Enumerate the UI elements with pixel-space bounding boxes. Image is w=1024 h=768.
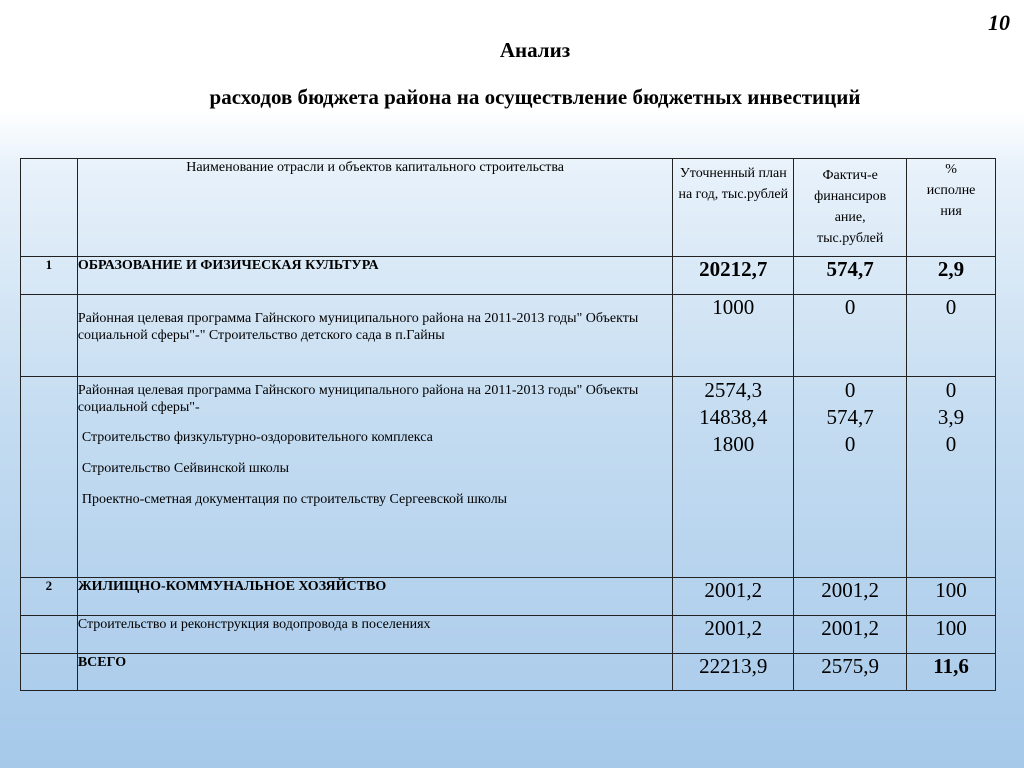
row-number — [21, 295, 78, 377]
row-fact-group — [794, 377, 907, 578]
row-name: ЖИЛИЩНО-КОММУНАЛЬНОЕ ХОЗЯЙСТВО — [77, 578, 673, 616]
row-fact: 2575,9 — [794, 654, 907, 691]
table-row — [21, 578, 996, 616]
sub-item-fact: 0 — [844, 432, 856, 456]
row-plan: 20212,7 — [673, 257, 794, 295]
table-row — [21, 616, 996, 654]
row-plan-group — [673, 377, 794, 578]
row-name: ВСЕГО — [77, 654, 673, 691]
page-title: Анализ — [499, 38, 571, 62]
sub-item-fact: 574,7 — [826, 405, 874, 429]
row-pct: 100 — [907, 578, 996, 616]
row-plan: 2001,2 — [673, 578, 794, 616]
header-pct-text: % исполне ния — [926, 162, 976, 219]
header-plan: Уточненный план на год, тыс.рублей — [673, 159, 794, 257]
sub-item-plan: 14838,4 — [699, 405, 768, 429]
sub-item-name: Строительство физкультурно-оздоровительного комплекса — [81, 430, 433, 445]
row-number — [21, 377, 78, 578]
budget-table — [20, 158, 996, 691]
row-pct: 0 — [907, 295, 996, 377]
sub-item-pct: 0 — [945, 378, 957, 402]
header-name: Наименование отрасли и объектов капитального строительства — [77, 159, 673, 257]
row-fact: 574,7 — [794, 257, 907, 295]
header-num-cell — [21, 159, 78, 257]
table-header-row — [21, 159, 996, 257]
page-subtitle: расходов бюджета района на осуществление бюджетных инвестиций — [209, 85, 861, 109]
sub-item-plan: 1800 — [712, 432, 755, 456]
row-pct: 100 — [907, 616, 996, 654]
row-name-group — [77, 377, 673, 578]
row-fact: 2001,2 — [794, 578, 907, 616]
row-plan: 2001,2 — [673, 616, 794, 654]
row-plan: 22213,9 — [673, 654, 794, 691]
row-number — [21, 654, 78, 691]
sub-item-plan: 2574,3 — [704, 378, 763, 402]
row-plan: 1000 — [673, 295, 794, 377]
page-number: 10 — [988, 10, 1010, 35]
row-number: 1 — [21, 257, 78, 295]
header-pct — [907, 159, 996, 257]
row-number — [21, 616, 78, 654]
row-pct-group — [907, 377, 996, 578]
header-fact-text: Фактич-е финансиров ание, тыс.рублей — [814, 168, 887, 246]
row-fact: 2001,2 — [794, 616, 907, 654]
header-fact — [794, 159, 907, 257]
row-pct: 2,9 — [907, 257, 996, 295]
sub-item-name: Проектно-сметная документация по строительству Сергеевской школы — [81, 492, 508, 507]
sub-item-fact: 0 — [844, 378, 856, 402]
row-name: ОБРАЗОВАНИЕ И ФИЗИЧЕСКАЯ КУЛЬТУРА — [77, 257, 673, 295]
row-pct: 11,6 — [907, 654, 996, 691]
row-number: 2 — [21, 578, 78, 616]
row-fact: 0 — [794, 295, 907, 377]
sub-item-pct: 0 — [945, 432, 957, 456]
table-row-total — [21, 654, 996, 691]
table-row — [21, 257, 996, 295]
table-row — [21, 377, 996, 578]
row-name: Районная целевая программа Гайнского муниципального района на 2011-2013 годы" Объекты социальной сферы"- — [77, 383, 639, 415]
table-row — [21, 295, 996, 377]
sub-item-pct: 3,9 — [937, 405, 965, 429]
sub-item-name: Строительство Сейвинской школы — [81, 461, 290, 476]
row-name: Строительство и реконструкция водопровода в поселениях — [77, 616, 673, 654]
row-name: Районная целевая программа Гайнского муниципального района на 2011-2013 годы" Объекты социальной сферы"-" Строительство детского сада в п.Гайны — [77, 295, 673, 377]
